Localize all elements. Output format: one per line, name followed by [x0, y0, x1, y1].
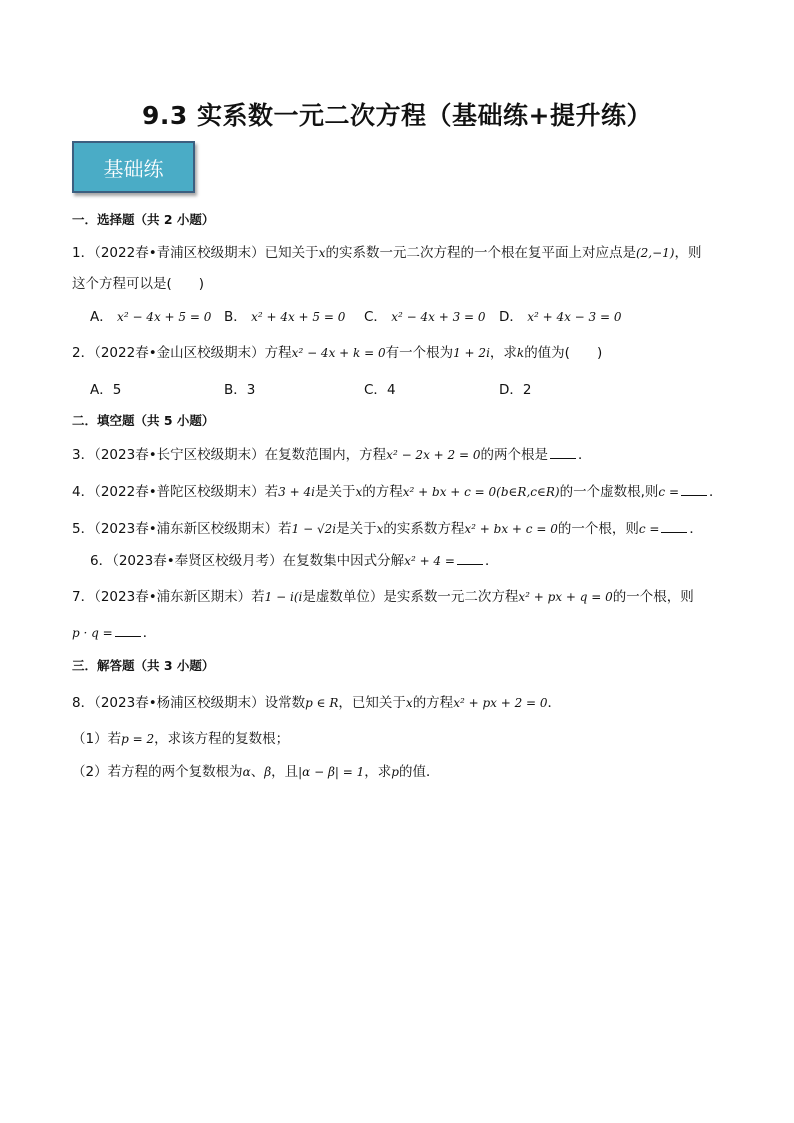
option-label: D． — [499, 309, 523, 325]
q3-end: ． — [577, 447, 592, 463]
q8-sub2-text: 的值． — [398, 764, 440, 780]
q8-condition: p ∈ R — [305, 696, 339, 710]
option-label: C． — [364, 309, 387, 325]
question-3 — [72, 443, 591, 463]
q4-lhs: c = — [658, 485, 679, 499]
q5-text: 的一个根，则 — [557, 521, 639, 537]
q4-text: 的方程 — [362, 484, 403, 500]
q5-end: ． — [689, 521, 703, 537]
question-1-line2: 这个方程可以是( ) — [72, 276, 205, 292]
q7-text: 的一个根，则 — [612, 589, 694, 605]
option-value: 4 — [386, 382, 396, 398]
option-label: B． — [224, 382, 247, 398]
q2-option-c[interactable] — [364, 378, 396, 398]
option-label: A． — [90, 382, 113, 398]
q2-equation: x² − 4x + k = 0 — [291, 346, 386, 360]
q4-text: 4．（2022春•普陀区校级期末）若 — [72, 484, 279, 500]
answer-blank[interactable] — [681, 483, 707, 496]
option-expr: x² + 4x + 5 = 0 — [251, 310, 346, 324]
q5-text: 5．（2023春•浦东新区校级期末）若 — [72, 521, 292, 537]
option-value: 5 — [112, 382, 122, 398]
q8-abs: |α − β| = 1 — [298, 765, 365, 779]
q7-equation: x² + px + q = 0 — [518, 590, 613, 604]
q7-number: 1 − i(i — [264, 590, 303, 604]
q2-text: 2．（2022春•金山区校级期末）方程 — [72, 345, 292, 361]
q8-sub1-text: （1）若 — [72, 731, 122, 747]
q5-equation: x² + bx + c = 0 — [464, 522, 558, 536]
option-label: D． — [499, 382, 523, 398]
question-5 — [72, 517, 703, 537]
q7-end: ． — [142, 625, 157, 641]
q1-text: 的实系数一元二次方程的一个根在复平面上对应点是 — [325, 245, 636, 261]
q1-point: (2,−1) — [635, 246, 675, 260]
answer-blank[interactable] — [115, 624, 141, 637]
section-badge: 基础练 — [72, 141, 195, 193]
q8-sub1-text: ，求该方程的复数根； — [154, 731, 290, 747]
q1-option-d[interactable] — [499, 305, 622, 325]
answer-blank[interactable] — [661, 520, 687, 533]
q8-beta: β — [264, 765, 272, 779]
q6-end: ． — [484, 553, 499, 569]
q6-text: 6．（2023春•奉贤区校级月考）在复数集中因式分解 — [90, 553, 405, 569]
q7-text: 7．（2023春•浦东新区期末）若 — [72, 589, 265, 605]
question-8-part-2 — [72, 760, 439, 780]
q4-text: 的一个虚数根,则 — [559, 484, 659, 500]
option-label: A． — [90, 309, 113, 325]
question-8 — [72, 691, 561, 711]
q1-text: ，则 — [674, 245, 702, 261]
q5-text: 是关于 — [336, 521, 377, 537]
q4-equation: x² + bx + c = 0(b∈R,c∈R) — [402, 485, 560, 499]
option-expr: x² + 4x − 3 = 0 — [527, 310, 622, 324]
question-7 — [72, 585, 694, 605]
option-expr: x² − 4x + 5 = 0 — [117, 310, 212, 324]
q1-var: x — [318, 246, 326, 260]
q3-text: 的两个根是 — [480, 447, 548, 463]
question-2 — [72, 341, 602, 361]
q2-root: 1 + 2i — [453, 346, 490, 360]
q4-text: 是关于 — [314, 484, 356, 500]
q8-text: 8．（2023春•杨浦区校级期末）设常数 — [72, 695, 306, 711]
q1-option-c[interactable] — [364, 305, 486, 325]
q1-text: 1．（2022春•青浦区校级期末）已知关于 — [72, 245, 319, 261]
question-8-part-1 — [72, 727, 289, 747]
q8-text: 的方程 — [412, 695, 454, 711]
q5-number: 1 − √2i — [291, 522, 337, 536]
option-expr: x² − 4x + 3 = 0 — [391, 310, 486, 324]
answer-blank[interactable] — [550, 446, 576, 459]
q2-text: ，求 — [489, 345, 517, 361]
q8-var: p — [391, 765, 399, 779]
q5-lhs: c = — [638, 522, 660, 536]
q2-text: 的值为( ) — [524, 345, 603, 361]
q8-sub2-text: ，且 — [271, 764, 299, 780]
question-4 — [72, 480, 723, 500]
q2-var: k — [516, 346, 525, 360]
q3-text: 3．（2023春•长宁区校级期末）在复数范围内，方程 — [72, 447, 387, 463]
q8-sub2-text: （2）若方程的两个复数根为 — [72, 764, 243, 780]
q8-equation: x² + px + 2 = 0 — [453, 696, 548, 710]
section-heading-choice: 一．选择题（共 2 小题） — [72, 212, 215, 227]
option-value: 2 — [522, 382, 532, 398]
q7-text: 是虚数单位）是实系数一元二次方程 — [302, 589, 519, 605]
q1-option-b[interactable] — [224, 305, 345, 325]
option-label: C． — [364, 382, 387, 398]
q1-option-a[interactable] — [90, 305, 211, 325]
q4-var: x — [355, 485, 363, 499]
q5-var: x — [376, 522, 384, 536]
q3-equation: x² − 2x + 2 = 0 — [386, 448, 481, 462]
section-heading-fill: 二．填空题（共 5 小题） — [72, 413, 215, 428]
q8-end: ． — [547, 695, 562, 711]
q2-text: 有一个根为 — [385, 345, 454, 361]
q8-var: x — [405, 696, 413, 710]
option-label: B． — [224, 309, 247, 325]
q4-end: ． — [709, 484, 723, 500]
question-7-line2 — [72, 621, 156, 641]
question-1 — [72, 241, 701, 261]
option-value: 3 — [246, 382, 256, 398]
answer-blank[interactable] — [457, 552, 483, 565]
q6-equation: x² + 4 = — [404, 554, 455, 568]
q7-expr: p · q = — [72, 626, 113, 640]
q8-text: ，已知关于 — [338, 695, 406, 711]
q2-option-b[interactable] — [224, 378, 255, 398]
q2-option-a[interactable] — [90, 378, 121, 398]
section-heading-solve: 三．解答题（共 3 小题） — [72, 658, 215, 673]
q8-sub1-eq: p = 2 — [121, 732, 155, 746]
question-6 — [90, 549, 498, 569]
q8-alpha: α — [242, 765, 251, 779]
q8-sep: 、 — [250, 764, 265, 780]
q4-number: 3 + 4i — [278, 485, 315, 499]
q8-sub2-text: ，求 — [364, 764, 392, 780]
page-title: 9.3 实系数一元二次方程（基础练+提升练） — [142, 101, 652, 130]
q5-text: 的实系数方程 — [383, 521, 465, 537]
q2-option-d[interactable] — [499, 378, 532, 398]
